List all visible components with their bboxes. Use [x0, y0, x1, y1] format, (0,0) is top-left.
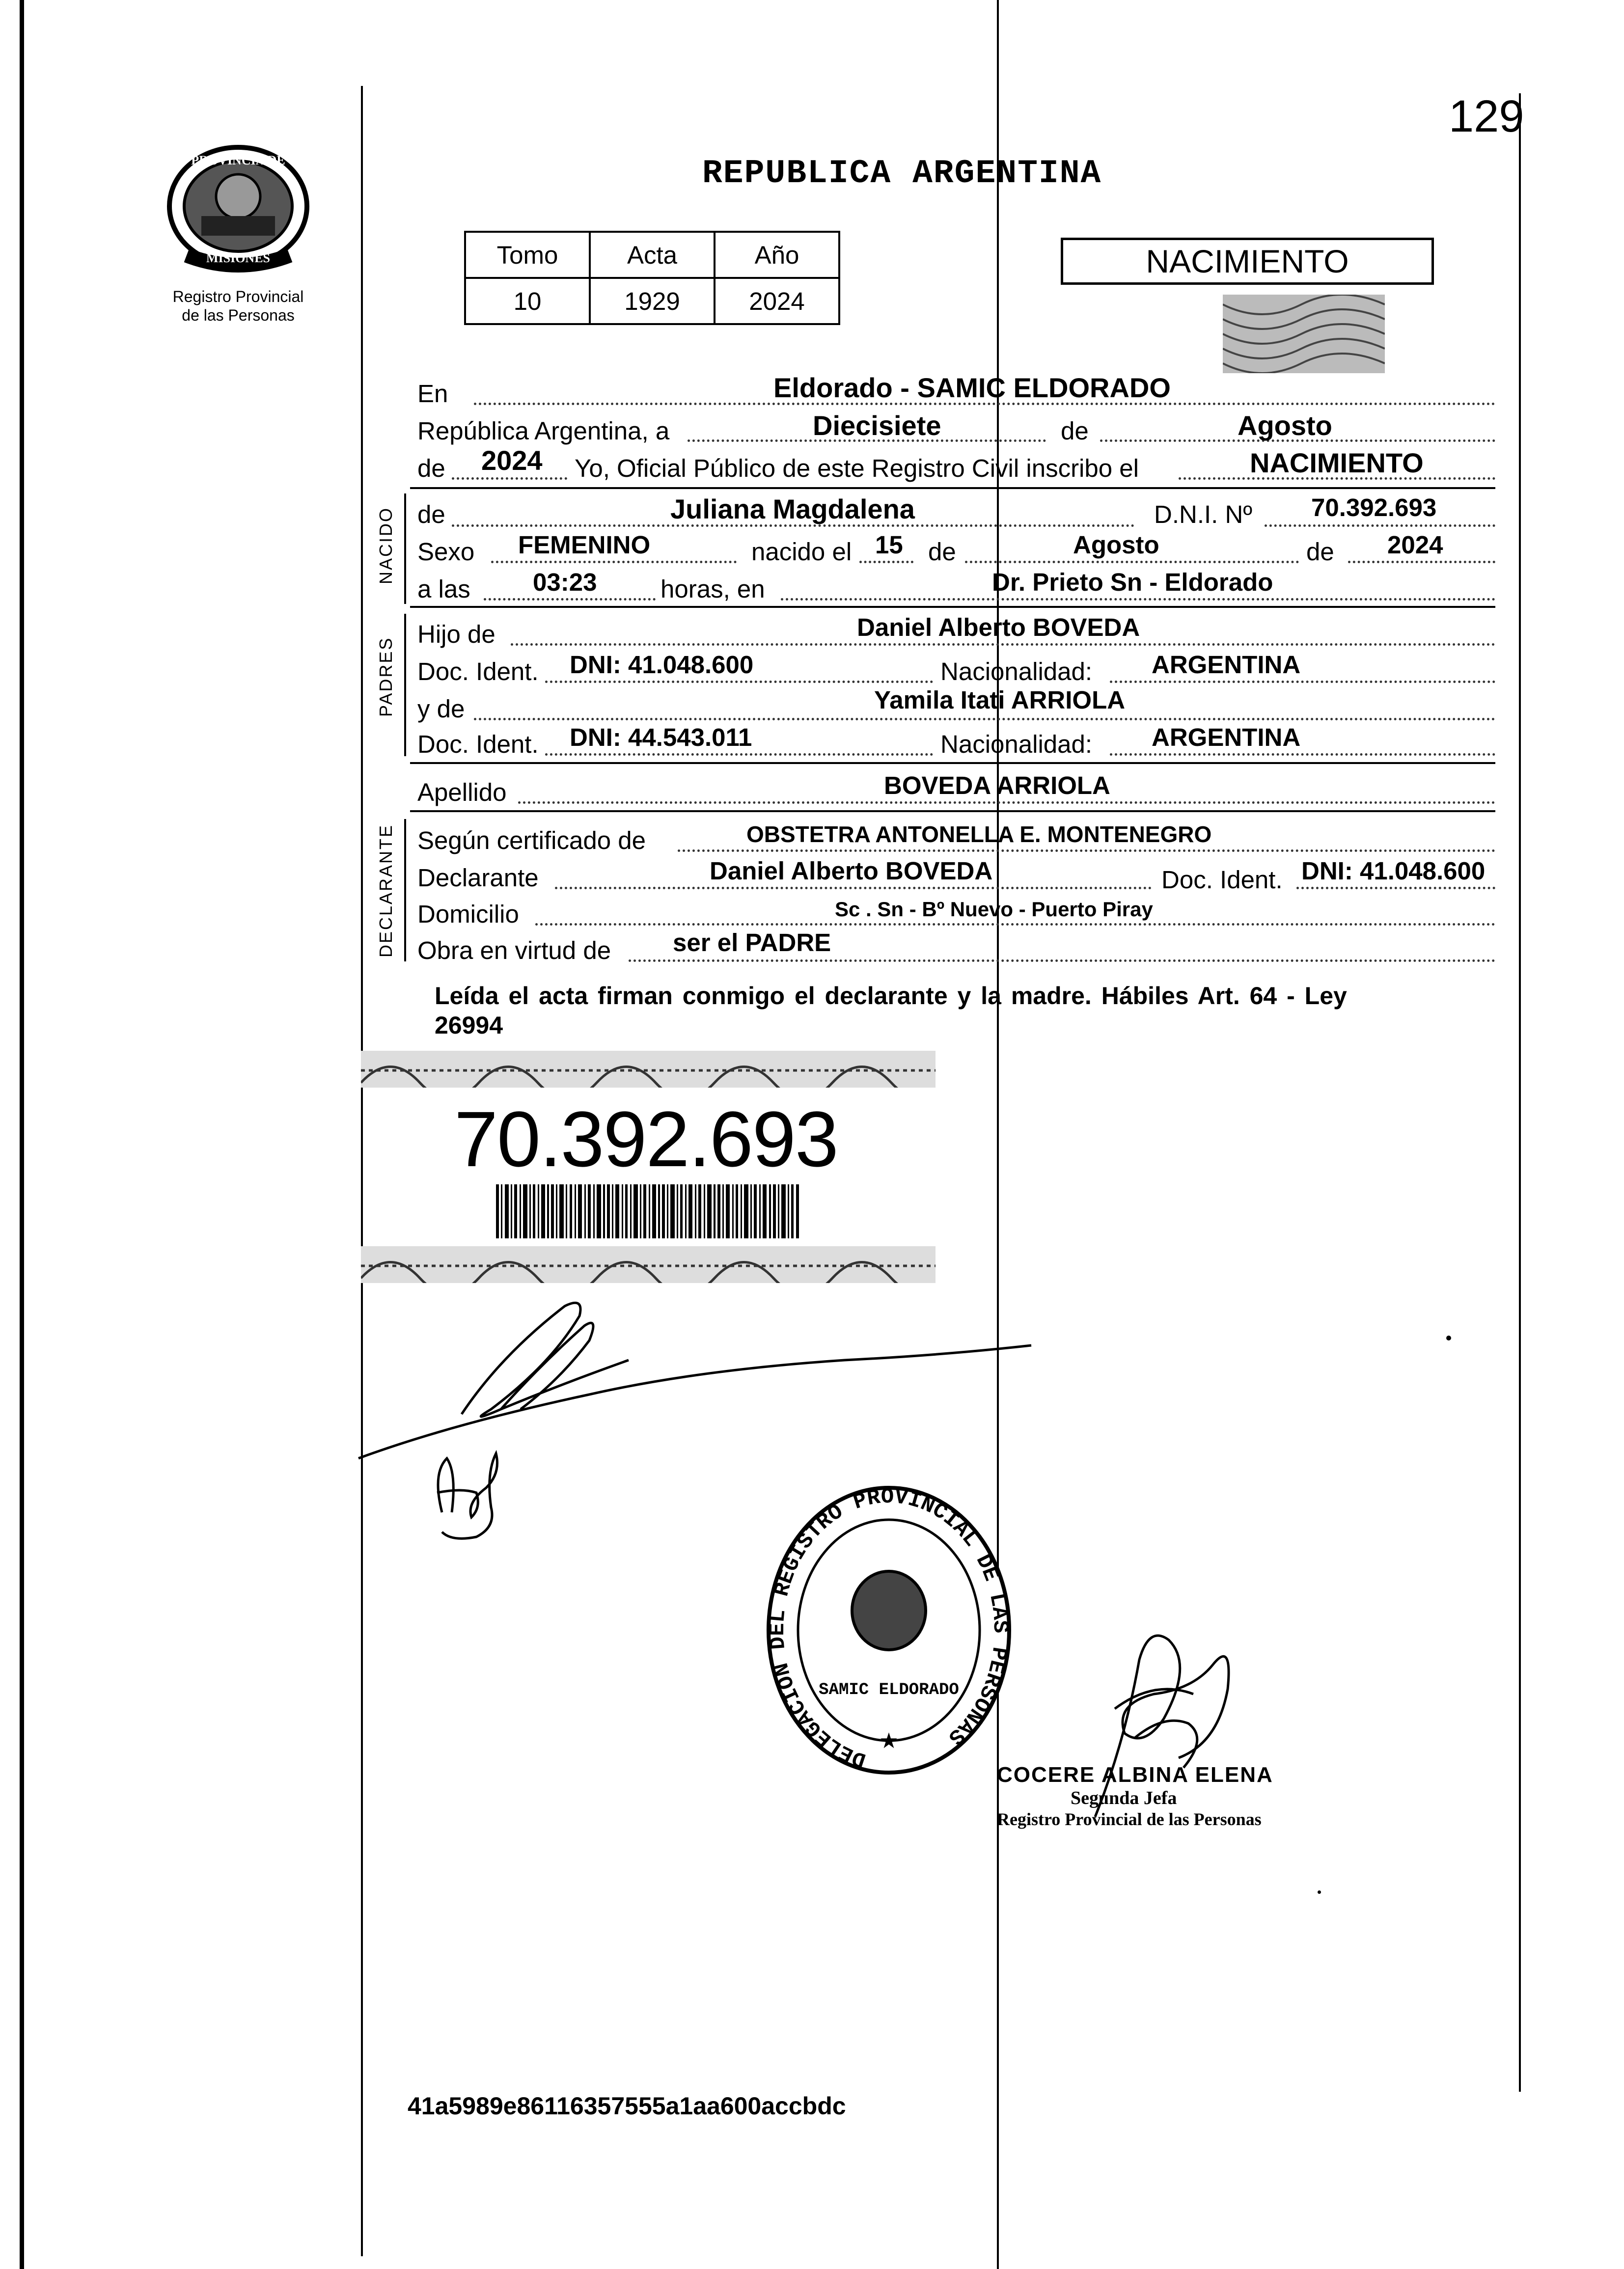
en-label: En: [417, 380, 448, 408]
nacido-de-label: de: [417, 500, 445, 528]
obra-value: ser el PADRE: [673, 929, 831, 957]
mother-doc-label: Doc. Ident.: [417, 730, 539, 758]
declarante-bar: [404, 819, 406, 961]
year-value: 2024: [481, 445, 543, 476]
father-value: Daniel Alberto BOVEDA: [857, 613, 1140, 641]
record-type-box: [1061, 238, 1434, 285]
cert-label: Según certificado de: [417, 826, 646, 854]
yo-text: Yo, Oficial Público de este Registro Civil inscribo el: [575, 454, 1139, 482]
apellido-label: Apellido: [417, 778, 507, 806]
mother-doc-line: [545, 753, 933, 756]
cert-line: [678, 849, 1495, 852]
year-line: [452, 477, 567, 480]
security-hologram: [1223, 295, 1385, 373]
registry-name-line1: Registro Provincial: [172, 288, 304, 305]
dom-value: Sc . Sn - Bº Nuevo - Puerto Piray: [835, 898, 1153, 921]
closing-text: [435, 981, 1490, 1040]
father-nac-value: ARGENTINA: [1152, 651, 1301, 679]
de2-label: de: [417, 454, 445, 482]
nacido-label: nacido el: [751, 538, 852, 566]
nacido-bar: [404, 493, 406, 604]
obra-label: Obra en virtud de: [417, 936, 611, 964]
scan-left-border: [20, 0, 24, 2269]
name-value: Juliana Magdalena: [670, 493, 915, 524]
en-value: Eldorado - SAMIC ELDORADO: [773, 372, 1171, 403]
nacido-de-label3: de: [1306, 538, 1334, 566]
closing-text-line1: Leída el acta firman conmigo el declarante y la madre. Hábiles Art. 64 - Ley: [435, 982, 1347, 1010]
record-type: NACIMIENTO: [1146, 243, 1349, 279]
hijo-label: Hijo de: [417, 620, 495, 648]
padres-section-label: PADRES: [376, 636, 396, 717]
apellido-line: [518, 801, 1495, 804]
dom-line: [535, 923, 1495, 926]
mother-line: [474, 718, 1495, 720]
mother-nac-value: ARGENTINA: [1152, 723, 1301, 751]
dni-label: D.N.I. Nº: [1154, 500, 1252, 528]
father-line: [511, 643, 1495, 646]
security-band-bottom: [361, 1246, 936, 1283]
id-number: 70.392.693: [454, 1095, 838, 1183]
registry-name: [162, 287, 314, 325]
anio-value: 2024: [715, 278, 839, 324]
father-doc-value: DNI: 41.048.600: [570, 651, 754, 679]
yde-label: y de: [417, 695, 465, 723]
svg-text:★: ★: [879, 1729, 899, 1753]
horas-label: horas, en: [661, 575, 765, 603]
official-title: Segunda Jefa: [1071, 1788, 1177, 1808]
nac-month-value: Agosto: [1073, 531, 1159, 559]
official-office: Registro Provincial de las Personas: [997, 1809, 1262, 1829]
decl-value: Daniel Alberto BOVEDA: [710, 857, 993, 885]
security-band-top: [361, 1051, 936, 1088]
nac-year-value: 2024: [1387, 531, 1443, 559]
father-doc-label: Doc. Ident.: [417, 657, 539, 685]
nac-day-line: [859, 561, 913, 563]
acta-header: Acta: [590, 232, 715, 278]
declarant-signature: [354, 1296, 1041, 1463]
registry-name-line2: de las Personas: [182, 306, 295, 324]
de-label: de: [1061, 417, 1089, 445]
apellido-value: BOVEDA ARRIOLA: [884, 771, 1110, 799]
declarante-section-label: DECLARANTE: [376, 823, 396, 957]
stamp-ring-text: DELEGACION DEL REGISTRO PROVINCIAL DE LAS PERSONAS: [765, 1484, 1013, 1772]
stamp-inner-text: SAMIC ELDORADO: [819, 1681, 959, 1699]
mother-nac-line: [1110, 753, 1495, 756]
seal-top-text: PROVINCIA DE: [191, 153, 285, 167]
month-value: Agosto: [1238, 410, 1332, 441]
scan-speck: [1446, 1336, 1451, 1340]
sexo-value: FEMENINO: [518, 531, 651, 559]
nacido-de-label2: de: [928, 538, 956, 566]
mother-value: Yamila Itati ARRIOLA: [874, 686, 1126, 714]
dom-label: Domicilio: [417, 900, 519, 928]
page-number: 129: [1449, 91, 1524, 141]
decl-label: Declarante: [417, 864, 539, 892]
official-name: COCERE ALBINA ELENA: [997, 1763, 1273, 1787]
tomo-header: Tomo: [465, 232, 590, 278]
margin-line-right: [1519, 93, 1521, 2092]
closing-text-line2: 26994: [435, 1011, 503, 1039]
decl-doc-value: DNI: 41.048.600: [1301, 857, 1486, 885]
padres-bar: [404, 614, 406, 756]
record-table: [464, 231, 840, 325]
nac-day-value: 15: [875, 531, 903, 559]
place-line: [781, 598, 1495, 601]
father-nac-label: Nacionalidad:: [940, 657, 1093, 685]
father-doc-line: [545, 681, 933, 683]
place-value: Dr. Prieto Sn - Eldorado: [992, 568, 1273, 596]
registry-stamp: [764, 1483, 1014, 1782]
document-hash: 41a5989e86116357555a1aa600accbdc: [408, 2092, 846, 2120]
decl-line: [555, 887, 1152, 889]
cert-value: OBSTETRA ANTONELLA E. MONTENEGRO: [746, 821, 1212, 847]
acta-value: 1929: [590, 278, 715, 324]
official-block: [997, 1763, 1273, 1830]
sexo-line: [491, 561, 737, 563]
time-line: [484, 598, 656, 601]
divider-4: [410, 810, 1495, 812]
divider-1: [410, 487, 1495, 489]
divider-3: [410, 762, 1495, 764]
country-title: REPUBLICA ARGENTINA: [702, 155, 1102, 192]
father-nac-line: [1110, 681, 1495, 683]
rep-label: República Argentina, a: [417, 417, 670, 445]
barcode: [496, 1184, 800, 1238]
day-value: Diecisiete: [813, 410, 941, 441]
margin-line-left: [361, 86, 363, 2256]
fold-line: [997, 0, 999, 2269]
time-value: 03:23: [533, 568, 597, 596]
dni-line: [1265, 524, 1495, 527]
initials-signature: [422, 1444, 535, 1542]
decl-doc-line: [1296, 887, 1495, 889]
tomo-value: 10: [465, 278, 590, 324]
event-value: NACIMIENTO: [1250, 447, 1424, 478]
obra-line: [629, 959, 1495, 962]
nac-year-line: [1348, 561, 1495, 563]
sexo-label: Sexo: [417, 538, 475, 566]
mother-nac-label: Nacionalidad:: [940, 730, 1093, 758]
seal-bottom-text: MISIONES: [206, 251, 271, 265]
decl-doc-label: Doc. Ident.: [1161, 866, 1283, 894]
nacido-section-label: NACIDO: [376, 506, 396, 584]
anio-header: Año: [715, 232, 839, 278]
dni-value: 70.392.693: [1311, 493, 1437, 521]
mother-doc-value: DNI: 44.543.011: [570, 723, 752, 751]
alas-label: a las: [417, 575, 470, 603]
nac-month-line: [965, 561, 1299, 563]
divider-2: [410, 606, 1495, 608]
scan-speck: [1318, 1890, 1321, 1894]
provincial-seal-logo: [160, 142, 317, 280]
